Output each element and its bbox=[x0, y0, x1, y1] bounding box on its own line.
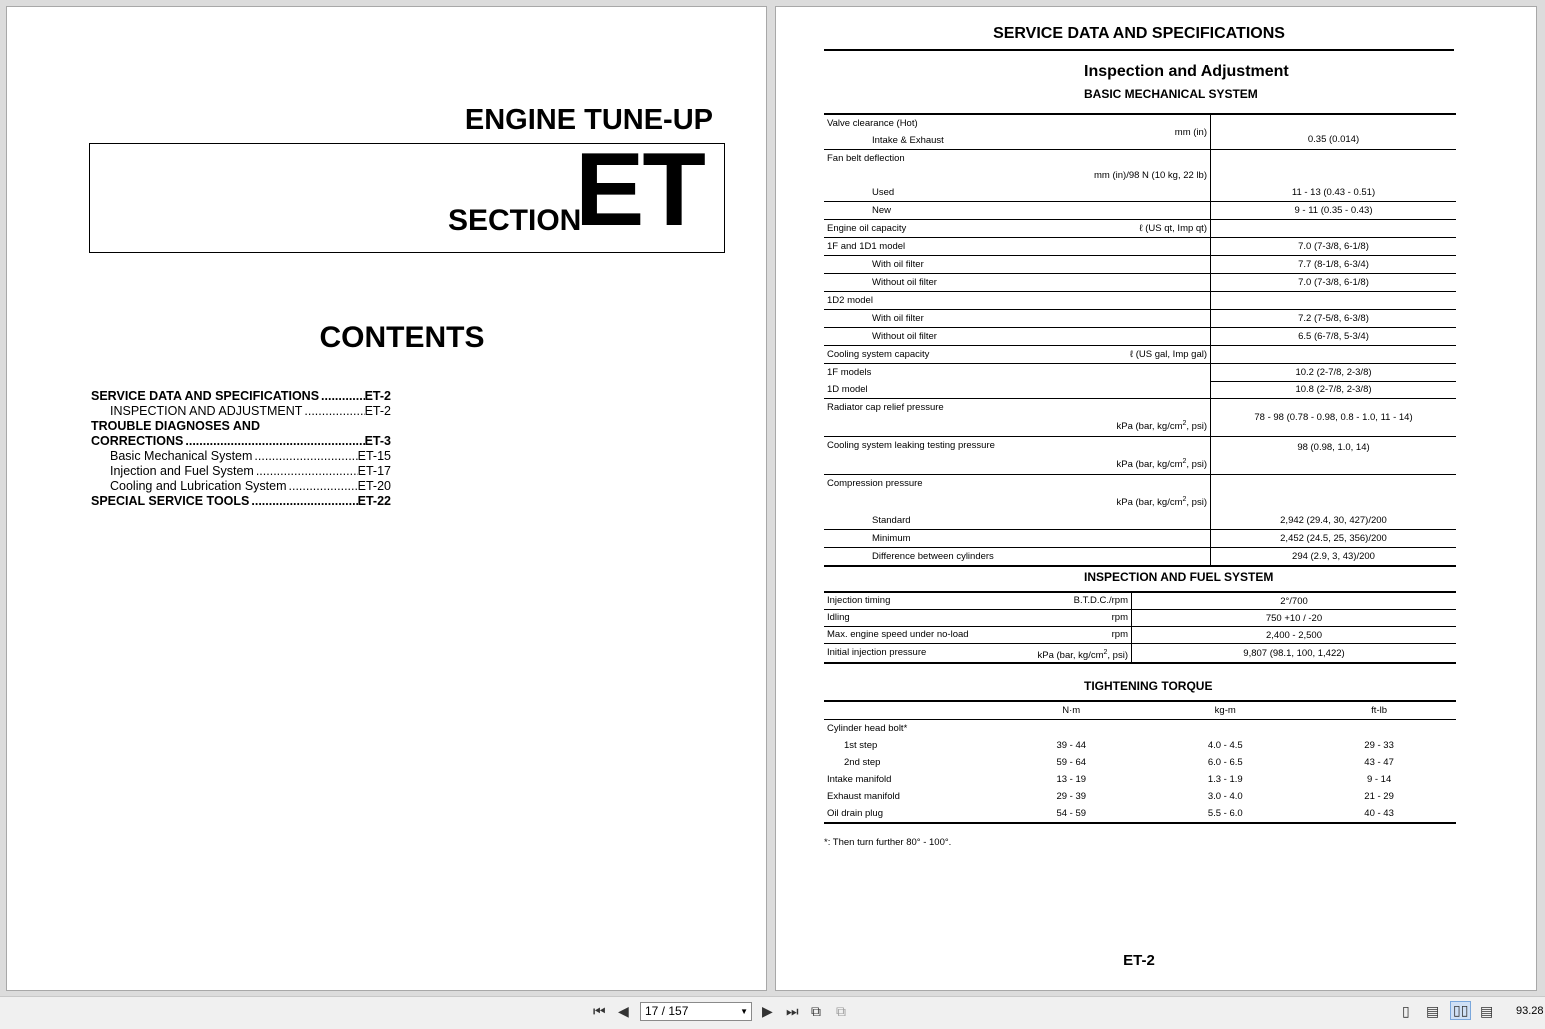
radiator-unit: kPa (bar, $kg/cm^2$, psi) bbox=[1116, 420, 1207, 433]
toc-leader-dots bbox=[254, 464, 358, 479]
ifs-unit: rpm bbox=[1111, 612, 1128, 623]
leak-test-value: 98 (0.98, 1.0, 14) bbox=[1211, 437, 1457, 475]
ifs-unit: rpm bbox=[1111, 629, 1128, 640]
cooling-capacity-label: Cooling system capacity bbox=[827, 349, 930, 360]
fan-belt-label: Fan belt deflection bbox=[827, 153, 905, 164]
left-page bbox=[6, 6, 767, 991]
tt-cell-nm: 29 - 39 bbox=[1056, 791, 1087, 802]
continuous-page-icon[interactable]: ▤ bbox=[1426, 1003, 1440, 1019]
single-page-icon[interactable]: ▯ bbox=[1402, 1003, 1410, 1019]
last-page-icon[interactable]: ⏭ bbox=[786, 1003, 799, 1019]
contents-title: CONTENTS bbox=[319, 321, 485, 354]
toc-entry[interactable] bbox=[91, 449, 391, 464]
without-filter-value-1: 7.0 (7-3/8, 6-1/8) bbox=[1211, 274, 1457, 292]
tt-column-header: kg-m bbox=[1148, 701, 1302, 720]
page-number: ET-2 bbox=[1123, 952, 1155, 969]
tt-cell-nm: 13 - 19 bbox=[1056, 774, 1087, 785]
ifs-value: 2°/700 bbox=[1132, 592, 1457, 610]
compression-label: Compression pressure bbox=[827, 478, 923, 489]
ifs-value: 750 +10 / -20 bbox=[1132, 610, 1457, 627]
page-indicator: 17 / 157 bbox=[645, 1004, 689, 1018]
compression-unit: kPa (bar, $kg/cm^2$, psi) bbox=[1116, 496, 1207, 509]
toc-entry-title: SPECIAL SERVICE TOOLS bbox=[91, 494, 250, 508]
toc-entry-page: ET-17 bbox=[357, 464, 391, 478]
used-value: 11 - 13 (0.43 - 0.51) bbox=[1211, 184, 1457, 202]
right-page bbox=[775, 6, 1537, 991]
tt-cell-ftlb: 43 - 47 bbox=[1364, 757, 1394, 768]
minimum-label: Minimum bbox=[872, 533, 911, 544]
oil-capacity-label: Engine oil capacity bbox=[827, 223, 907, 234]
with-filter-value-2: 7.2 (7-5/8, 6-3/8) bbox=[1211, 310, 1457, 328]
tt-cell-kgm: 5.5 - 6.0 bbox=[1207, 808, 1243, 819]
forward-view-icon[interactable]: ⧉ bbox=[836, 1003, 846, 1019]
tt-column-header: N·m bbox=[994, 701, 1148, 720]
tt-cell-kgm: 4.0 - 4.5 bbox=[1207, 740, 1243, 751]
tt-cell-nm bbox=[994, 720, 1148, 738]
toc-entry[interactable] bbox=[91, 494, 391, 509]
initial-pressure-value: 9,807 (98.1, 100, 1,422) bbox=[1132, 644, 1457, 664]
section-box bbox=[89, 132, 725, 253]
toc-entry-page: ET-2 bbox=[364, 404, 391, 418]
toc-entry[interactable] bbox=[91, 464, 391, 479]
valve-clearance-label: Valve clearance (Hot) bbox=[827, 118, 918, 129]
ifs-row bbox=[824, 627, 1456, 644]
ifs-label: Injection timing bbox=[827, 595, 891, 606]
basic-mechanical-table bbox=[824, 113, 1456, 567]
chevron-down-icon: ▼ bbox=[740, 1007, 748, 1016]
new-label: New bbox=[872, 205, 892, 216]
toc-entry-title: TROUBLE DIAGNOSES AND bbox=[91, 419, 260, 433]
tt-cell-ftlb: 21 - 29 bbox=[1364, 791, 1394, 802]
tt-cell-nm: 39 - 44 bbox=[1056, 740, 1087, 751]
tt-cell-kgm: 6.0 - 6.5 bbox=[1207, 757, 1243, 768]
tt-cell-label: Cylinder head bolt* bbox=[827, 723, 908, 734]
toc-leader-dots bbox=[249, 494, 357, 509]
difference-value: 294 (2.9, 3, 43)/200 bbox=[1211, 548, 1457, 567]
viewer-toolbar bbox=[0, 996, 1545, 1029]
ifs-label: Max. engine speed under no-load bbox=[827, 629, 969, 640]
tt-cell-ftlb bbox=[1302, 720, 1456, 738]
without-filter-value-2: 6.5 (6-7/8, 5-3/4) bbox=[1211, 328, 1457, 346]
toc-entry-title: Injection and Fuel System bbox=[110, 464, 254, 478]
minimum-value: 2,452 (24.5, 25, 356)/200 bbox=[1211, 530, 1457, 548]
fan-belt-unit: mm (in)/98 N (10 kg, 22 lb) bbox=[1094, 170, 1207, 181]
used-label: Used bbox=[872, 187, 895, 198]
toc-entry[interactable] bbox=[91, 389, 391, 404]
tt-row bbox=[824, 720, 1456, 738]
tt-row bbox=[824, 805, 1456, 823]
valve-unit: mm (in) bbox=[1174, 127, 1207, 138]
tt-cell-kgm: 1.3 - 1.9 bbox=[1207, 774, 1243, 785]
table-of-contents bbox=[91, 389, 391, 509]
tt-cell-label: Oil drain plug bbox=[827, 808, 883, 819]
tt-cell-label: Intake manifold bbox=[827, 774, 892, 785]
with-filter-label-1: With oil filter bbox=[872, 259, 924, 270]
oil-capacity-unit: ℓ (US qt, Imp qt) bbox=[1139, 223, 1207, 234]
tightening-torque-table bbox=[824, 700, 1456, 824]
models-1f-value: 10.2 (2-7/8, 2-3/8) bbox=[1211, 364, 1457, 382]
model-1d-value: 10.8 (2-7/8, 2-3/8) bbox=[1211, 381, 1457, 399]
ifs-label: Idling bbox=[827, 612, 850, 623]
without-filter-label-1: Without oil filter bbox=[872, 277, 937, 288]
tt-header-row bbox=[824, 701, 1456, 720]
facing-page-icon[interactable]: ▯▯ bbox=[1450, 1001, 1471, 1020]
section-label: SECTION bbox=[448, 204, 582, 237]
ifs-title: INSPECTION AND FUEL SYSTEM bbox=[1084, 570, 1274, 584]
zoom-level[interactable]: 93.28 bbox=[1516, 1005, 1544, 1017]
tt-cell-ftlb: 9 - 14 bbox=[1366, 774, 1392, 785]
tt-column-header bbox=[824, 701, 994, 720]
intake-exhaust-label: Intake & Exhaust bbox=[872, 135, 944, 146]
tt-cell-ftlb: 29 - 33 bbox=[1364, 740, 1394, 751]
models-1f-label: 1F models bbox=[827, 367, 872, 378]
toc-entry-title: Basic Mechanical System bbox=[110, 449, 253, 463]
tt-row bbox=[824, 754, 1456, 771]
first-page-icon[interactable]: ⏮ bbox=[593, 1003, 606, 1019]
radiator-value: 78 - 98 (0.78 - 0.98, 0.8 - 1.0, 11 - 14) bbox=[1211, 399, 1457, 437]
ifs-row bbox=[824, 610, 1456, 627]
model-1d-label: 1D model bbox=[827, 384, 868, 395]
toc-entry-title: SERVICE DATA AND SPECIFICATIONS bbox=[91, 389, 320, 403]
toc-entry-title: INSPECTION AND ADJUSTMENT bbox=[110, 404, 303, 418]
toc-entry[interactable] bbox=[91, 434, 391, 449]
leak-test-unit: kPa (bar, $kg/cm^2$, psi) bbox=[1116, 458, 1207, 471]
footnote: *: Then turn further 80° - 100°. bbox=[824, 837, 952, 848]
tt-row bbox=[824, 788, 1456, 805]
toc-leader-dots bbox=[183, 434, 364, 449]
bms-title: BASIC MECHANICAL SYSTEM bbox=[1084, 87, 1258, 101]
tt-cell-label: 2nd step bbox=[844, 757, 881, 768]
model-1d2-label: 1D2 model bbox=[827, 295, 873, 306]
toc-entry-page: ET-2 bbox=[364, 389, 391, 403]
model-1f1d1-value: 7.0 (7-3/8, 6-1/8) bbox=[1211, 238, 1457, 256]
toc-entry-page: ET-3 bbox=[364, 434, 391, 448]
toc-entry[interactable] bbox=[91, 404, 391, 419]
toc-entry[interactable] bbox=[91, 479, 391, 494]
tt-cell-kgm: 3.0 - 4.0 bbox=[1207, 791, 1243, 802]
back-view-icon[interactable]: ⧉ bbox=[811, 1003, 821, 1019]
with-filter-label-2: With oil filter bbox=[872, 313, 924, 324]
toc-entry[interactable] bbox=[91, 419, 391, 434]
toc-leader-dots bbox=[302, 404, 364, 419]
prev-page-icon[interactable]: ◀ bbox=[618, 1003, 629, 1019]
ifs-row bbox=[824, 592, 1456, 610]
toc-entry-page: ET-22 bbox=[357, 494, 391, 508]
toc-leader-dots bbox=[287, 479, 358, 494]
toc-entry-title: CORRECTIONS bbox=[91, 434, 184, 448]
next-page-icon[interactable]: ▶ bbox=[762, 1003, 773, 1019]
tt-row bbox=[824, 771, 1456, 788]
new-value: 9 - 11 (0.35 - 0.43) bbox=[1211, 202, 1457, 220]
toc-leader-dots bbox=[252, 449, 357, 464]
toc-entry-page: ET-15 bbox=[357, 449, 391, 463]
page-selector[interactable] bbox=[640, 1002, 752, 1021]
toc-leader-dots bbox=[319, 389, 365, 404]
tt-cell-ftlb: 40 - 43 bbox=[1364, 808, 1394, 819]
leak-test-label: Cooling system leaking testing pressure bbox=[827, 440, 995, 451]
initial-pressure-unit: kPa (bar, $kg/cm^2$, psi) bbox=[1037, 649, 1128, 662]
tt-column-header: ft-lb bbox=[1302, 701, 1456, 720]
injection-fuel-table bbox=[824, 591, 1456, 664]
tt-cell-nm: 54 - 59 bbox=[1056, 808, 1087, 819]
standard-label: Standard bbox=[872, 515, 911, 526]
radiator-cap-label: Radiator cap relief pressure bbox=[827, 402, 944, 413]
tt-row bbox=[824, 737, 1456, 754]
page-header: SERVICE DATA AND SPECIFICATIONS bbox=[824, 25, 1454, 51]
continuous-facing-icon[interactable]: ▤ bbox=[1480, 1003, 1494, 1019]
tt-cell-label: 1st step bbox=[844, 740, 878, 751]
section-title: ENGINE TUNE-UP bbox=[464, 104, 713, 136]
standard-value: 2,942 (29.4, 30, 427)/200 bbox=[1211, 512, 1457, 530]
toc-entry-title: Cooling and Lubrication System bbox=[110, 479, 287, 493]
tt-cell-kgm bbox=[1148, 720, 1302, 738]
tt-cell-label: Exhaust manifold bbox=[827, 791, 900, 802]
with-filter-value-1: 7.7 (8-1/8, 6-3/4) bbox=[1211, 256, 1457, 274]
model-1f1d1-label: 1F and 1D1 model bbox=[827, 241, 906, 252]
valve-value: 0.35 (0.014) bbox=[1211, 114, 1457, 150]
cooling-capacity-unit: ℓ (US gal, Imp gal) bbox=[1130, 349, 1207, 360]
page-subtitle: Inspection and Adjustment bbox=[1084, 63, 1289, 80]
section-code: ET bbox=[575, 132, 704, 248]
without-filter-label-2: Without oil filter bbox=[872, 331, 937, 342]
tt-cell-nm: 59 - 64 bbox=[1056, 757, 1087, 768]
ifs-value: 2,400 - 2,500 bbox=[1132, 627, 1457, 644]
ifs-unit: B.T.D.C./rpm bbox=[1073, 595, 1128, 606]
initial-pressure-label: Initial injection pressure bbox=[827, 647, 927, 658]
toc-entry-page: ET-20 bbox=[357, 479, 391, 493]
difference-label: Difference between cylinders bbox=[872, 551, 994, 562]
tt-title: TIGHTENING TORQUE bbox=[1084, 679, 1213, 693]
